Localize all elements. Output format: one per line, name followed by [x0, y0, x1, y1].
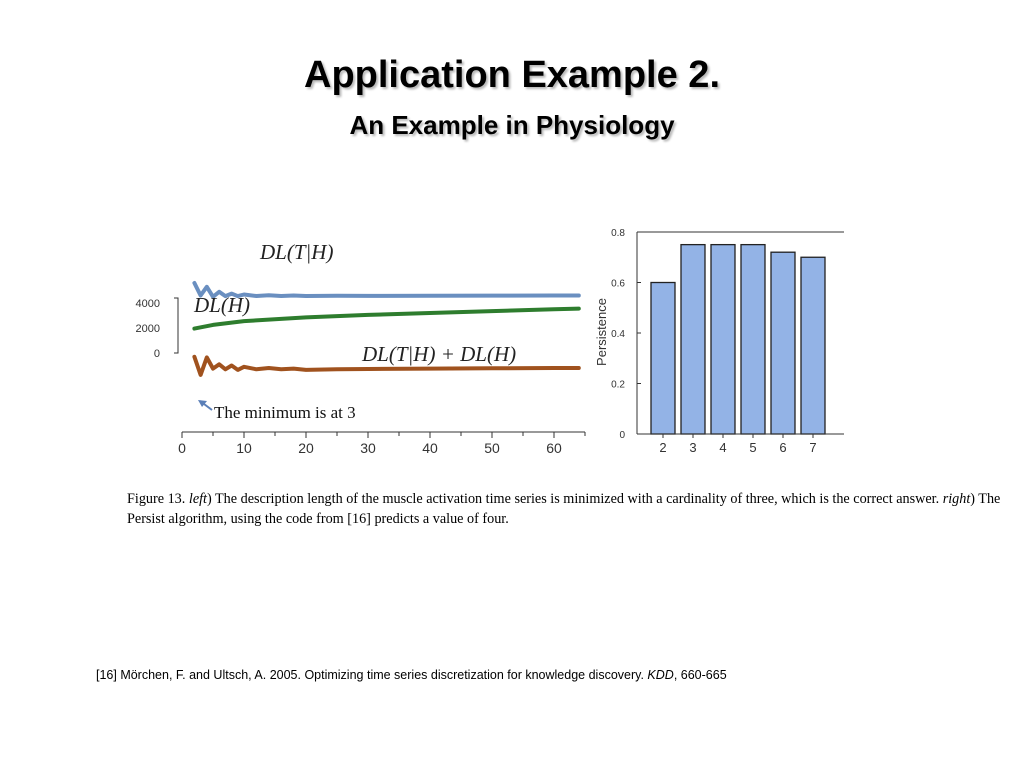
- caption-left-text: ) The description length of the muscle activation time series is minimized with a cardinality of three, which is the correct answer.: [207, 491, 940, 507]
- caption-right-text: ) The Persist algorithm, using the code from [16] predicts a value of four.: [127, 491, 1001, 527]
- x-tick-label-3: 3: [689, 440, 697, 455]
- bar-7: [801, 257, 825, 434]
- x-tick-label-5: 50: [484, 440, 500, 456]
- y-axis-label: Persistence: [594, 298, 609, 366]
- x-tick-label-4: 40: [422, 440, 438, 456]
- bar-5: [741, 245, 765, 434]
- series-line-1: [194, 309, 578, 329]
- reference-suffix: , 660-665: [673, 668, 727, 682]
- x-tick-label-5: 5: [749, 440, 757, 455]
- bar-3: [681, 245, 705, 434]
- y-tick-label-2: 0.4: [611, 329, 625, 340]
- bar-6: [771, 252, 795, 434]
- x-tick-label-2: 20: [298, 440, 314, 456]
- persistence-bar-chart: [592, 222, 852, 458]
- figure-caption: [127, 489, 1017, 529]
- x-tick-label-4: 4: [719, 440, 727, 455]
- x-tick-label-0: 0: [178, 440, 186, 456]
- slide-title: Application Example 2.: [304, 54, 720, 96]
- reference-citation: [96, 668, 996, 682]
- y-tick-label-1: 0.2: [611, 379, 625, 391]
- minimum-annotation: The minimum is at 3: [214, 403, 356, 422]
- x-tick-label-2: 2: [659, 440, 667, 455]
- y-tick-label-4: 0.8: [611, 228, 625, 239]
- series-line-0: [194, 283, 578, 297]
- slide-subtitle: An Example in Physiology: [349, 110, 675, 140]
- x-tick-label-7: 7: [809, 440, 817, 455]
- x-tick-label-6: 60: [546, 440, 562, 456]
- y-axis-bracket: [174, 298, 178, 353]
- figure-label: Figure 13.: [127, 491, 186, 507]
- reference-prefix: [16] Mörchen, F. and Ultsch, A. 2005. Optimizing time series discretization for knowledge discovery.: [96, 668, 644, 682]
- series-label-dl-h: DL(H): [194, 293, 250, 317]
- bar-4: [711, 245, 735, 434]
- y-tick-label-3: 0.6: [611, 278, 625, 290]
- y-tick-label-0: 0: [619, 430, 625, 441]
- x-tick-label-6: 6: [779, 440, 787, 455]
- caption-left-label: left: [188, 491, 207, 507]
- y-tick-label-0: 0: [153, 348, 160, 360]
- reference-venue: KDD: [647, 668, 674, 682]
- caption-right-label: right: [942, 491, 971, 507]
- y-tick-label-1: 2000: [135, 323, 160, 335]
- bar-2: [651, 283, 675, 435]
- series-label-dl-t-given-h: DL(T|H): [260, 240, 334, 264]
- x-tick-label-3: 30: [360, 440, 376, 456]
- x-tick-label-1: 10: [236, 440, 252, 456]
- y-tick-label-2: 4000: [135, 298, 160, 310]
- series-label-dl-sum: DL(T|H) + DL(H): [362, 342, 517, 366]
- description-length-chart: [130, 225, 590, 460]
